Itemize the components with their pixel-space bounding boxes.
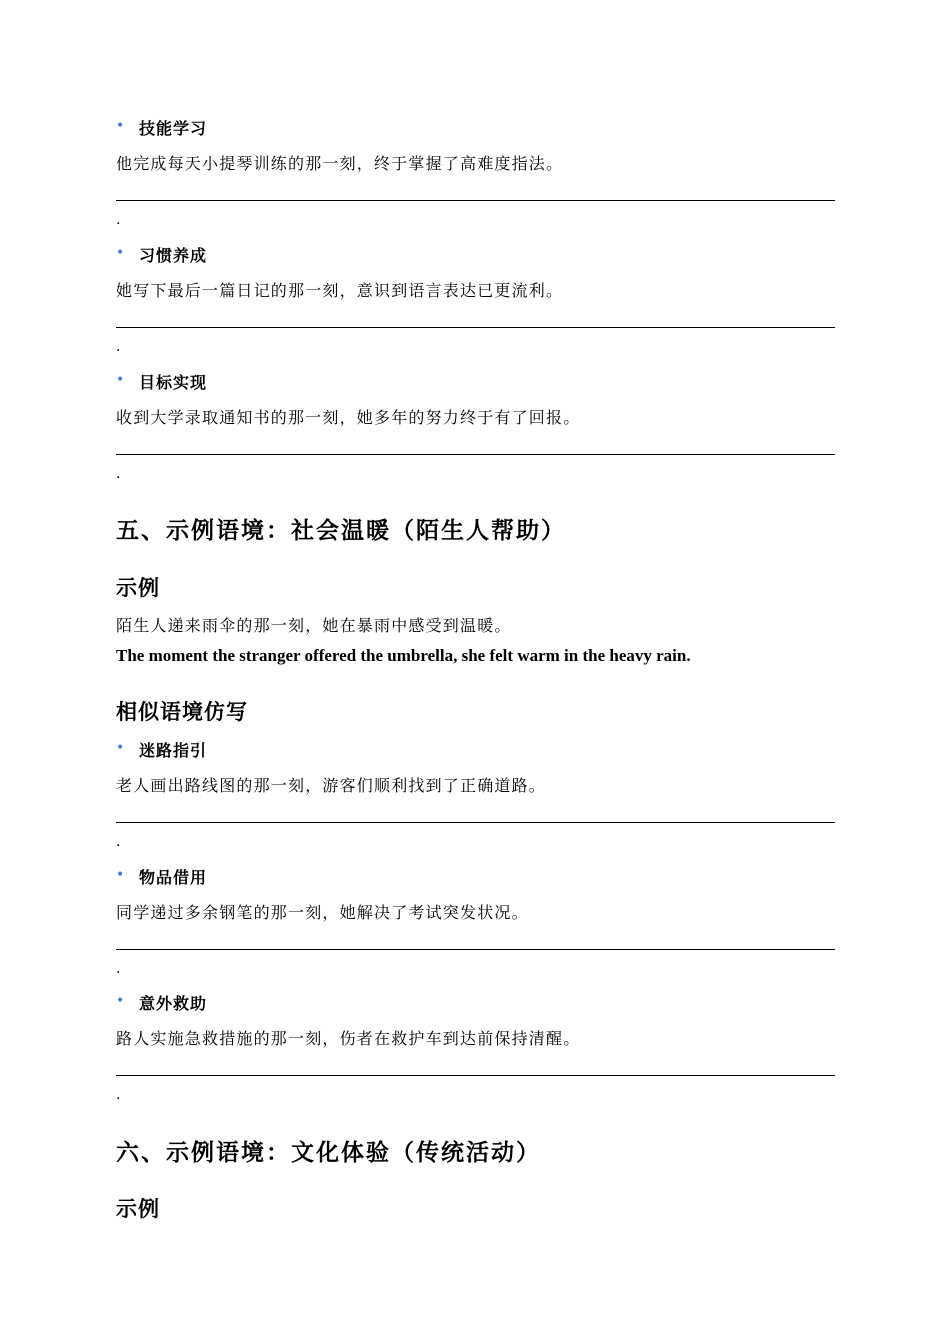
exercise-sentence: 路人实施急救措施的那一刻，伤者在救护车到达前保持清醒。 [116, 1029, 581, 1048]
blank-end-period: . [116, 1087, 121, 1103]
blank-end-period: . [116, 339, 121, 355]
answer-blank-line[interactable] [116, 949, 835, 950]
example-heading: 示例 [116, 1196, 160, 1221]
exercise-label: 目标实现 [139, 373, 208, 392]
exercise-sentence: 他完成每天小提琴训练的那一刻，终于掌握了高难度指法。 [116, 154, 564, 173]
bullet-dot: • [116, 245, 125, 261]
answer-blank-line[interactable] [116, 822, 835, 823]
bullet-dot: • [116, 867, 125, 883]
blank-end-period: . [116, 212, 121, 228]
exercise-label: 意外救助 [139, 994, 208, 1013]
exercise-label: 迷路指引 [139, 741, 208, 760]
example-sentence-cn: 陌生人递来雨伞的那一刻，她在暴雨中感受到温暖。 [116, 616, 512, 635]
example-sentence-en: The moment the stranger offered the umbrella, she felt warm in the heavy rain. [116, 646, 691, 665]
bullet-dot: • [116, 372, 125, 388]
exercise-label: 物品借用 [139, 868, 208, 887]
section-heading: 五、示例语境：社会温暖（陌生人帮助） [116, 517, 566, 544]
bullet-dot: • [116, 118, 125, 134]
exercise-label: 技能学习 [139, 119, 208, 138]
exercise-sentence: 收到大学录取通知书的那一刻，她多年的努力终于有了回报。 [116, 408, 581, 427]
blank-end-period: . [116, 466, 121, 482]
section-heading: 六、示例语境：文化体验（传统活动） [116, 1139, 541, 1166]
exercise-sentence: 同学递过多余钢笔的那一刻，她解决了考试突发状况。 [116, 903, 529, 922]
bullet-dot: • [116, 740, 125, 756]
exercise-sentence: 她写下最后一篇日记的那一刻，意识到语言表达已更流利。 [116, 281, 564, 300]
answer-blank-line[interactable] [116, 454, 835, 455]
blank-end-period: . [116, 961, 121, 977]
exercise-label: 习惯养成 [139, 246, 208, 265]
answer-blank-line[interactable] [116, 327, 835, 328]
answer-blank-line[interactable] [116, 200, 835, 201]
practice-heading: 相似语境仿写 [116, 699, 248, 724]
answer-blank-line[interactable] [116, 1075, 835, 1076]
bullet-dot: • [116, 993, 125, 1009]
blank-end-period: . [116, 834, 121, 850]
exercise-sentence: 老人画出路线图的那一刻，游客们顺利找到了正确道路。 [116, 776, 547, 795]
example-heading: 示例 [116, 575, 160, 600]
